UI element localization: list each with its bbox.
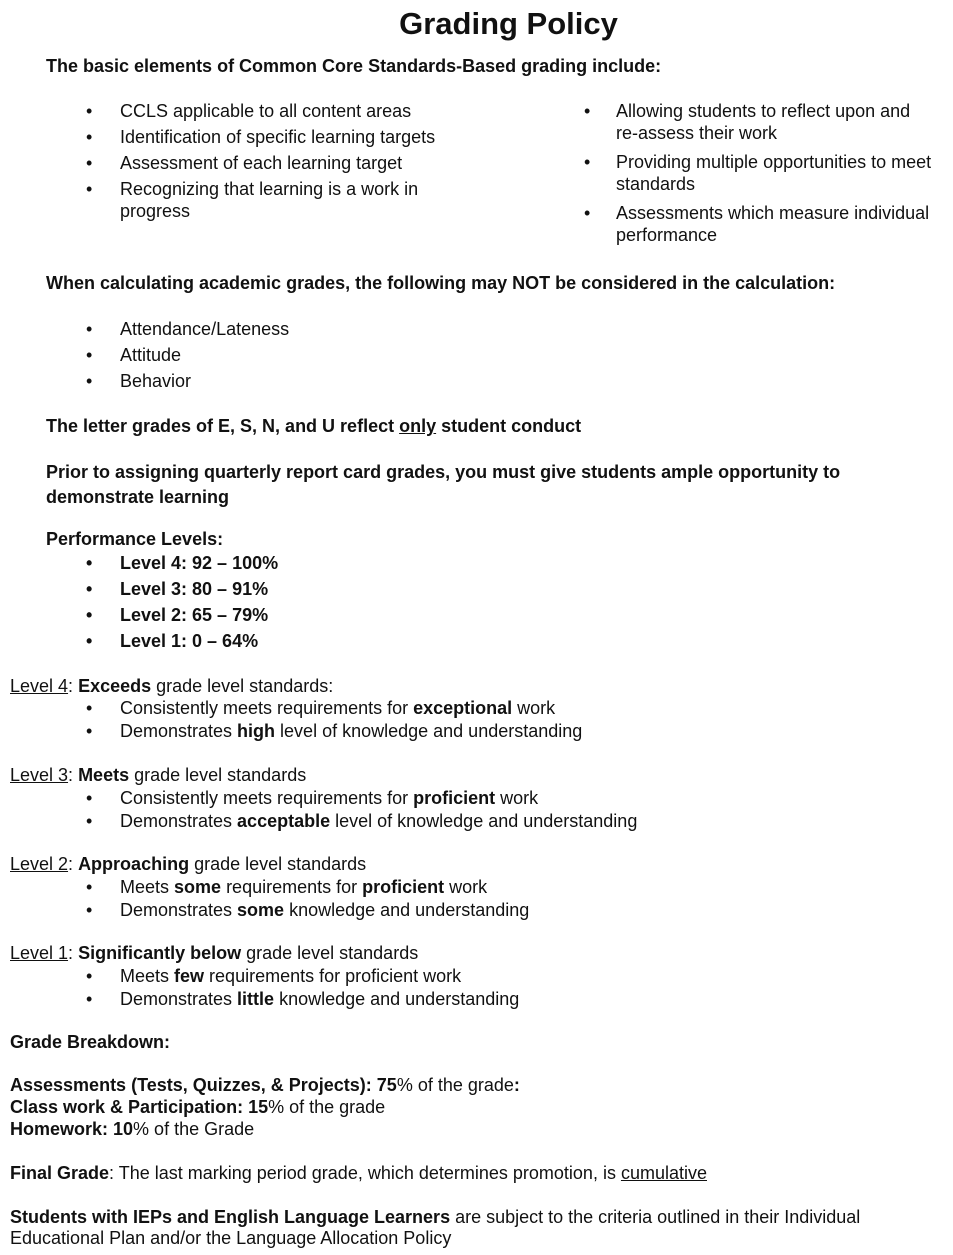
- list-item: • Assessments which measure individual performance: [584, 203, 930, 245]
- breakdown-heading: Grade Breakdown:: [10, 1032, 171, 1052]
- list-item: • Identification of specific learning targets: [86, 127, 436, 147]
- list-item: • CCLS applicable to all content areas: [86, 101, 412, 121]
- bullet-icon: •: [86, 721, 93, 741]
- bullet-icon: •: [86, 153, 93, 173]
- bullet-icon: •: [86, 371, 93, 391]
- list-item: • Demonstrates high level of knowledge and understanding: [86, 721, 583, 741]
- prior-statement: Prior to assigning quarterly report card grades, you must give students ample opportunity to demonstrate learning: [46, 462, 841, 507]
- conduct-statement: The letter grades of E, S, N, and U reflect only student conduct: [46, 416, 582, 436]
- bullet-icon: •: [86, 966, 93, 986]
- list-item: • Level 2: 65 – 79%: [86, 605, 269, 625]
- page-title: Grading Policy: [399, 6, 618, 41]
- list-item: • Meets some requirements for proficient work: [86, 877, 488, 897]
- bullet-icon: •: [86, 698, 93, 718]
- students-statement-line2: Educational Plan and/or the Language Allocation Policy: [10, 1228, 452, 1248]
- bullet-icon: •: [86, 989, 93, 1009]
- list-item: • Demonstrates some knowledge and understanding: [86, 900, 530, 920]
- list-item: • Providing multiple opportunities to meet standards: [584, 152, 932, 194]
- list-item: • Level 4: 92 – 100%: [86, 553, 279, 573]
- list-item: • Attitude: [86, 345, 182, 365]
- list-item: • Attendance/Lateness: [86, 319, 290, 339]
- bullet-icon: •: [584, 152, 591, 172]
- level-3-heading: Level 3: Meets grade level standards: [10, 765, 307, 785]
- bullet-icon: •: [86, 811, 93, 831]
- level-2-heading: Level 2: Approaching grade level standards: [10, 854, 367, 874]
- level-4-heading: Level 4: Exceeds grade level standards:: [10, 676, 334, 696]
- bullet-icon: •: [86, 345, 93, 365]
- bullet-icon: •: [86, 553, 93, 573]
- list-item: • Consistently meets requirements for exceptional work: [86, 698, 556, 718]
- breakdown-assessments: Assessments (Tests, Quizzes, & Projects): 75% of the grade:: [10, 1075, 520, 1095]
- bullet-icon: •: [86, 788, 93, 808]
- list-item: • Demonstrates little knowledge and understanding: [86, 989, 520, 1009]
- intro-heading: The basic elements of Common Core Standards-Based grading include:: [46, 56, 662, 76]
- bullet-icon: •: [86, 900, 93, 920]
- list-item: • Consistently meets requirements for proficient work: [86, 788, 539, 808]
- list-item: • Assessment of each learning target: [86, 153, 403, 173]
- bullet-icon: •: [584, 203, 591, 223]
- bullet-icon: •: [86, 877, 93, 897]
- list-item: • Meets few requirements for proficient work: [86, 966, 462, 986]
- performance-heading: Performance Levels:: [46, 529, 224, 549]
- bullet-icon: •: [86, 179, 93, 199]
- bullet-icon: •: [86, 605, 93, 625]
- list-item: • Level 1: 0 – 64%: [86, 631, 259, 651]
- list-item: • Allowing students to reflect upon and re-assess their work: [584, 101, 911, 143]
- list-item: • Recognizing that learning is a work in progress: [86, 179, 419, 221]
- final-grade-statement: Final Grade: The last marking period grade, which determines promotion, is cumulative: [10, 1163, 707, 1183]
- level-1-heading: Level 1: Significantly below grade level standards: [10, 943, 419, 963]
- breakdown-homework: Homework: 10% of the Grade: [10, 1119, 255, 1139]
- list-item: • Level 3: 80 – 91%: [86, 579, 269, 599]
- bullet-icon: •: [86, 579, 93, 599]
- bullet-icon: •: [86, 101, 93, 121]
- bullet-icon: •: [584, 101, 591, 121]
- students-statement-line1: Students with IEPs and English Language Learners are subject to the criteria outlined in their Individual: [10, 1207, 861, 1227]
- list-item: • Behavior: [86, 371, 192, 391]
- breakdown-classwork: Class work & Participation: 15% of the grade: [10, 1097, 386, 1117]
- bullet-icon: •: [86, 127, 93, 147]
- bullet-icon: •: [86, 319, 93, 339]
- bullet-icon: •: [86, 631, 93, 651]
- not-considered-heading: When calculating academic grades, the following may NOT be considered in the calculation:: [46, 273, 836, 293]
- list-item: • Demonstrates acceptable level of knowledge and understanding: [86, 811, 638, 831]
